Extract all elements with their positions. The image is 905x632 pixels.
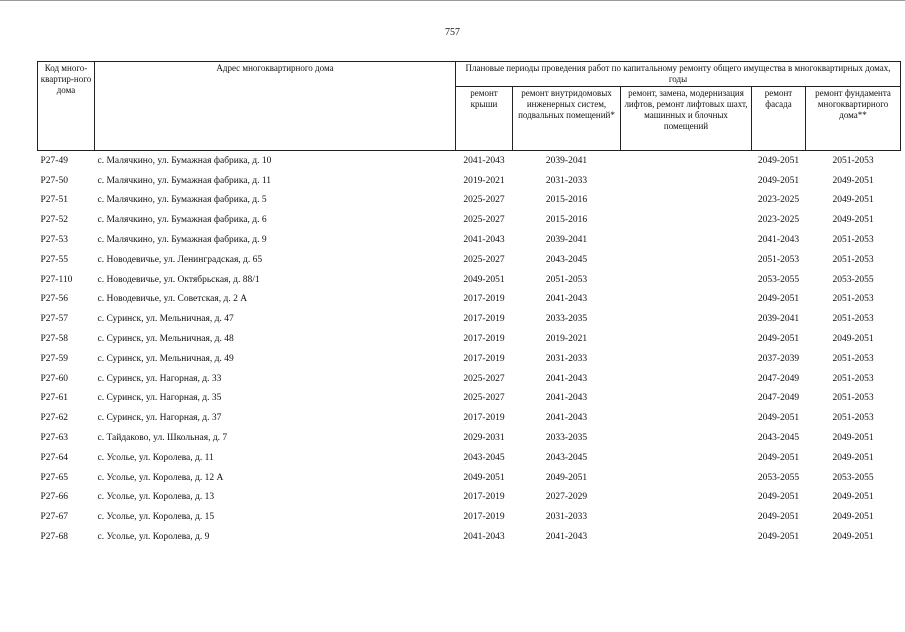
row-code: P27-63 [40,433,68,444]
row-foundation: 2051-2053 [832,393,874,404]
row-systems: 2041-2043 [545,413,588,424]
row-code: P27-49 [40,155,68,166]
header-periods: Плановые периоды проведения работ по капитальному ремонту общего имущества в многоквартирных домах, годы [456,62,901,87]
row-address: с. Новодевичье, ул. Ленинградская, д. 65 [97,254,263,265]
row-address: с. Усолье, ул. Королева, д. 12 А [97,472,224,483]
row-facade: 2043-2045 [757,433,800,444]
row-facade: 2039-2041 [757,314,800,325]
table-row [38,468,901,488]
row-foundation: 2051-2053 [832,314,874,325]
table-row [38,309,901,329]
row-code: P27-53 [40,235,68,246]
row-systems: 2031-2033 [545,175,588,186]
page-number: 757 [445,27,460,38]
table-row [38,428,901,448]
row-code: P27-67 [40,512,68,523]
row-code: P27-60 [40,373,68,384]
row-address: с. Суринск, ул. Нагорная, д. 37 [97,413,222,424]
row-foundation: 2051-2053 [832,413,874,424]
row-facade: 2047-2049 [757,373,800,384]
row-facade: 2049-2051 [757,512,800,523]
row-roof: 2017-2019 [463,294,505,305]
row-elevators [621,527,752,547]
row-roof: 2017-2019 [463,353,505,364]
row-systems: 2043-2045 [545,254,588,265]
row-foundation: 2049-2051 [832,195,874,206]
table-row [38,527,901,547]
row-address: с. Суринск, ул. Мельничная, д. 48 [97,334,234,345]
row-roof: 2025-2027 [463,393,505,404]
row-systems: 2033-2035 [545,433,588,444]
row-elevators [621,428,752,448]
row-systems: 2051-2053 [545,274,588,285]
row-systems: 2041-2043 [545,294,588,305]
row-roof: 2019-2021 [463,175,505,186]
row-elevators [621,151,752,171]
row-roof: 2025-2027 [463,373,505,384]
table-row [38,250,901,270]
row-roof: 2025-2027 [463,254,505,265]
row-code: P27-110 [40,274,73,285]
row-roof: 2041-2043 [463,235,505,246]
row-elevators [621,191,752,211]
row-code: P27-62 [40,413,68,424]
row-address: с. Усолье, ул. Королева, д. 11 [97,452,214,463]
row-code: P27-50 [40,175,68,186]
row-facade: 2049-2051 [757,452,800,463]
table-row [38,290,901,310]
row-roof: 2041-2043 [463,155,505,166]
row-elevators [621,448,752,468]
row-facade: 2049-2051 [757,492,800,503]
row-roof: 2043-2045 [463,452,505,463]
table-row [38,329,901,349]
table-row [38,230,901,250]
row-roof: 2029-2031 [463,433,505,444]
row-systems: 2027-2029 [545,492,588,503]
row-address: с. Усолье, ул. Королева, д. 13 [97,492,215,503]
capital-repair-table [37,61,901,547]
row-roof: 2041-2043 [463,532,505,543]
row-foundation: 2049-2051 [832,215,874,226]
row-systems: 2041-2043 [545,393,588,404]
row-elevators [621,369,752,389]
table-row [38,369,901,389]
row-systems: 2031-2033 [545,353,588,364]
row-facade: 2041-2043 [757,235,800,246]
header-code: Код много-квартир-ного дома [38,62,95,151]
table-row [38,151,901,171]
row-elevators [621,230,752,250]
header-address: Адрес многоквартирного дома [95,62,456,151]
row-code: P27-57 [40,314,68,325]
row-systems: 2041-2043 [545,373,588,384]
row-foundation: 2051-2053 [832,353,874,364]
row-facade: 2037-2039 [757,353,800,364]
row-code: P27-64 [40,452,68,463]
row-address: с. Новодевичье, ул. Советская, д. 2 А [97,294,248,305]
row-elevators [621,389,752,409]
table-row [38,349,901,369]
row-code: P27-51 [40,195,68,206]
row-foundation: 2049-2051 [832,433,874,444]
row-elevators [621,349,752,369]
table-row [38,171,901,191]
row-systems: 2033-2035 [545,314,588,325]
row-foundation: 2051-2053 [832,235,874,246]
row-code: P27-55 [40,254,68,265]
row-roof: 2017-2019 [463,492,505,503]
row-facade: 2049-2051 [757,334,800,345]
row-address: с. Малячкино, ул. Бумажная фабрика, д. 6 [97,215,267,226]
row-code: P27-68 [40,532,68,543]
row-roof: 2025-2027 [463,215,505,226]
table-row [38,408,901,428]
row-facade: 2049-2051 [757,413,800,424]
row-code: P27-59 [40,353,68,364]
row-foundation: 2053-2055 [832,472,874,483]
row-elevators [621,290,752,310]
row-facade: 2047-2049 [757,393,800,404]
row-systems: 2041-2043 [545,532,588,543]
row-roof: 2017-2019 [463,413,505,424]
row-address: с. Усолье, ул. Королева, д. 9 [97,532,210,543]
header-elevators: ремонт, замена, модернизация лифтов, ремонт лифтовых шахт, машинных и блочных помещений [621,87,752,151]
row-elevators [621,309,752,329]
row-systems: 2015-2016 [545,195,588,206]
table-row [38,488,901,508]
row-elevators [621,171,752,191]
row-systems: 2043-2045 [545,452,588,463]
row-facade: 2053-2055 [757,472,800,483]
row-facade: 2049-2051 [757,294,800,305]
row-elevators [621,468,752,488]
row-foundation: 2051-2053 [832,254,874,265]
row-roof: 2017-2019 [463,334,505,345]
row-foundation: 2049-2051 [832,532,874,543]
row-address: с. Малячкино, ул. Бумажная фабрика, д. 5 [97,195,267,206]
row-facade: 2023-2025 [757,215,800,226]
row-address: с. Новодевичье, ул. Октябрьская, д. 88/1 [97,274,260,285]
header-roof: ремонт крыши [456,87,513,151]
row-systems: 2039-2041 [545,235,588,246]
table-body [38,151,901,547]
table-row [38,191,901,211]
row-roof: 2017-2019 [463,314,505,325]
row-facade: 2049-2051 [757,532,800,543]
row-elevators [621,210,752,230]
row-address: с. Суринск, ул. Мельничная, д. 47 [97,314,234,325]
row-code: P27-52 [40,215,68,226]
row-elevators [621,270,752,290]
row-code: P27-56 [40,294,68,305]
row-code: P27-65 [40,472,68,483]
row-address: с. Суринск, ул. Нагорная, д. 35 [97,393,222,404]
row-foundation: 2049-2051 [832,452,874,463]
row-facade: 2049-2051 [757,155,800,166]
row-roof: 2025-2027 [463,195,505,206]
row-facade: 2049-2051 [757,175,800,186]
row-address: с. Суринск, ул. Нагорная, д. 33 [97,373,222,384]
row-address: с. Тайдаково, ул. Школьная, д. 7 [97,433,228,444]
row-systems: 2019-2021 [545,334,588,345]
row-elevators [621,250,752,270]
row-facade: 2051-2053 [757,254,800,265]
row-elevators [621,488,752,508]
row-systems: 2015-2016 [545,215,588,226]
header-foundation: ремонт фундамента многоквартирного дома** [806,87,901,151]
table-row [38,270,901,290]
top-rule [0,0,905,1]
row-address: с. Малячкино, ул. Бумажная фабрика, д. 11 [97,175,272,186]
row-address: с. Суринск, ул. Мельничная, д. 49 [97,353,234,364]
row-elevators [621,329,752,349]
row-systems: 2031-2033 [545,512,588,523]
row-foundation: 2051-2053 [832,155,874,166]
row-foundation: 2053-2055 [832,274,874,285]
row-address: с. Малячкино, ул. Бумажная фабрика, д. 10 [97,155,272,166]
row-elevators [621,507,752,527]
row-facade: 2023-2025 [757,195,800,206]
header-systems: ремонт внутридомовых инженерных систем, подвальных помещений* [513,87,621,151]
row-foundation: 2051-2053 [832,373,874,384]
row-code: P27-66 [40,492,68,503]
row-systems: 2039-2041 [545,155,588,166]
row-roof: 2049-2051 [463,274,505,285]
row-code: P27-61 [40,393,68,404]
row-systems: 2049-2051 [545,472,588,483]
row-address: с. Усолье, ул. Королева, д. 15 [97,512,215,523]
row-roof: 2049-2051 [463,472,505,483]
row-roof: 2017-2019 [463,512,505,523]
table-row [38,210,901,230]
header-facade: ремонт фасада [752,87,806,151]
row-facade: 2053-2055 [757,274,800,285]
row-address: с. Малячкино, ул. Бумажная фабрика, д. 9 [97,235,267,246]
table-row [38,448,901,468]
row-foundation: 2049-2051 [832,175,874,186]
row-foundation: 2051-2053 [832,294,874,305]
table-row [38,507,901,527]
row-foundation: 2049-2051 [832,492,874,503]
row-code: P27-58 [40,334,68,345]
row-foundation: 2049-2051 [832,334,874,345]
row-foundation: 2049-2051 [832,512,874,523]
table-row [38,389,901,409]
row-elevators [621,408,752,428]
